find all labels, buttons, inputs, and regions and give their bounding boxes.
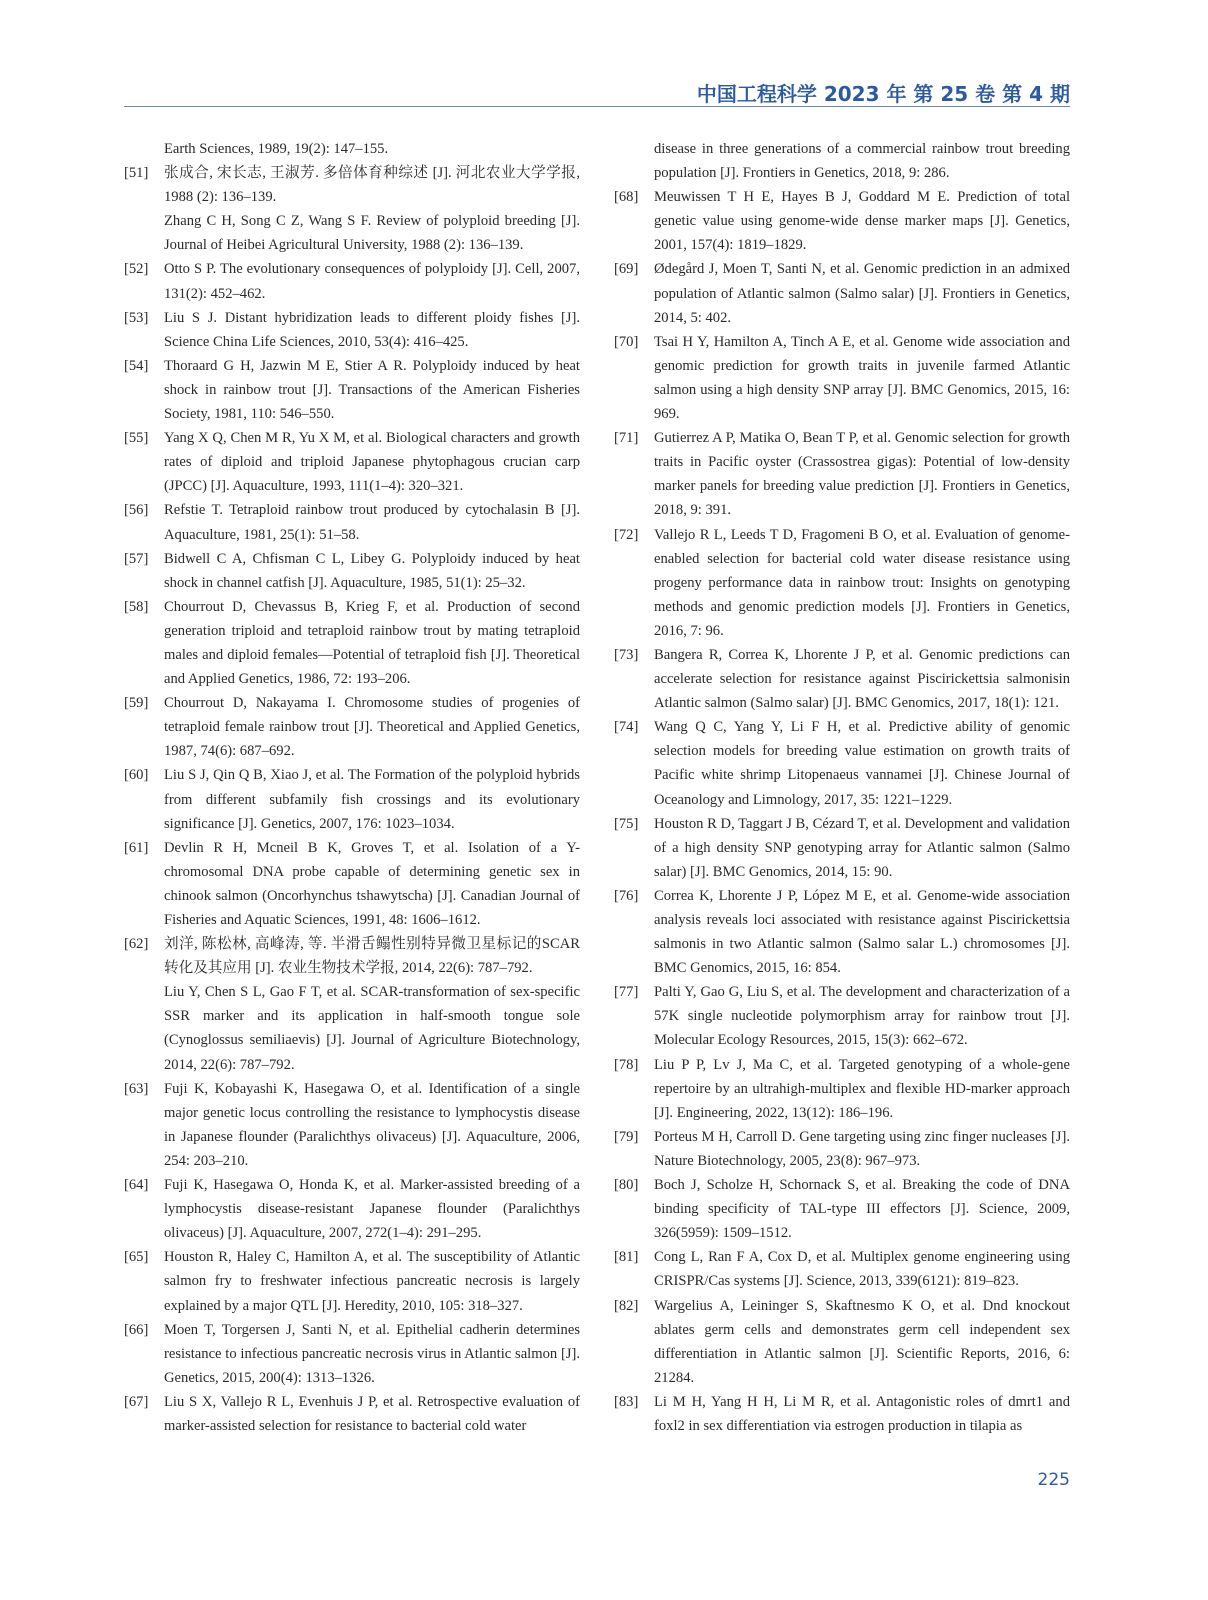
reference-text: Chourrout D, Chevassus B, Krieg F, et al. Production of second generation triploid and tetraploid rainbow trout by mating tetraploid males and diploid females—Potential of tetraploid fish [J]. Theoretical and Applied Genetics, 1986, 72: 193–206. [164, 598, 580, 688]
reference-translation: Liu Y, Chen S L, Gao F T, et al. SCAR-transformation of sex-specific SSR marker and its application in half-smooth tongue sole (Cynoglossus semiliaevis) [J]. Journal of Agriculture Biotechnology, 2014, 22(6): 787–792. [164, 984, 580, 1073]
reference-number: [57] [124, 550, 149, 567]
reference-number: [80] [614, 1177, 639, 1194]
reference-text: Fuji K, Kobayashi K, Hasegawa O, et al. Identification of a single major genetic locus controlling the resistance to lymphocystis disease in Japanese flounder (Paralichthys olivaceus) [J]. Aquaculture, 2006, 254: 203–210. [164, 1080, 580, 1169]
reference-number: [75] [614, 815, 639, 832]
reference-item [124, 691, 580, 763]
reference-text: Refstie T. Tetraploid rainbow trout produced by cytochalasin B [J]. Aquaculture, 1981, 25(1): 51–58. [164, 502, 580, 543]
reference-number: [72] [614, 526, 639, 543]
reference-item [614, 1173, 1070, 1245]
reference-text: Boch J, Scholze H, Schornack S, et al. Breaking the code of DNA binding specificity of TAL-type III effectors [J]. Science, 2009, 326(5959): 1509–1512. [654, 1177, 1070, 1242]
reference-number: [70] [614, 333, 639, 350]
reference-item [614, 884, 1070, 980]
reference-item [614, 812, 1070, 884]
reference-text: Ødegård J, Moen T, Santi N, et al. Genomic prediction in an admixed population of Atlantic salmon (Salmo salar) [J]. Frontiers in Genetics, 2014, 5: 402. [654, 261, 1070, 326]
reference-text: Liu S X, Vallejo R L, Evenhuis J P, et al. Retrospective evaluation of marker-assisted selection for resistance to bacterial cold water [164, 1393, 580, 1434]
reference-item [124, 932, 580, 1077]
reference-number: [67] [124, 1393, 149, 1410]
reference-text: Tsai H Y, Hamilton A, Tinch A E, et al. Genome wide association and genomic prediction for growth traits in juvenile farmed Atlantic salmon using a high density SNP array [J]. BMC Genomics, 2015, 16: 969. [654, 333, 1070, 423]
reference-text: Correa K, Lhorente J P, López M E, et al. Genome-wide association analysis reveals loci associated with resistance against Piscirickettsia salmonis in two Atlantic salmon (Salmo salar L.) chromosomes [J]. BMC Genomics, 2015, 16: 854. [654, 887, 1070, 977]
reference-item [614, 1294, 1070, 1390]
reference-item [124, 595, 580, 691]
reference-item [124, 836, 580, 932]
reference-item [124, 1245, 580, 1317]
reference-number: [78] [614, 1056, 639, 1073]
reference-text: Fuji K, Hasegawa O, Honda K, et al. Marker-assisted breeding of a lymphocystis disease-resistant Japanese flounder (Paralichthys olivaceus) [J]. Aquaculture, 2007, 272(1–4): 291–295. [164, 1177, 580, 1242]
reference-translation: Zhang C H, Song C Z, Wang S F. Review of polyploid breeding [J]. Journal of Heibei Agricultural University, 1988 (2): 136–139. [164, 213, 580, 254]
reference-number: [82] [614, 1297, 639, 1314]
reference-item [614, 523, 1070, 643]
reference-number: [60] [124, 767, 149, 784]
reference-number: [76] [614, 887, 639, 904]
reference-text: Otto S P. The evolutionary consequences of polyploidy [J]. Cell, 2007, 131(2): 452–462. [164, 261, 580, 302]
reference-number: [52] [124, 261, 149, 278]
reference-number: [68] [614, 189, 639, 206]
reference-text: Wargelius A, Leininger S, Skaftnesmo K O, et al. Dnd knockout ablates germ cells and demonstrates germ cell independent sex differentiation in Atlantic salmon [J]. Scientific Reports, 2016, 6: 21284. [654, 1297, 1070, 1386]
reference-number: [63] [124, 1080, 149, 1097]
reference-text: Moen T, Torgersen J, Santi N, et al. Epithelial cadherin determines resistance to infectious pancreatic necrosis virus in Atlantic salmon [J]. Genetics, 2015, 200(4): 1313–1326. [164, 1321, 580, 1386]
reference-text: Devlin R H, Mcneil B K, Groves T, et al. Isolation of a Y-chromosomal DNA probe capable of determining genetic sex in chinook salmon (Oncorhynchus tshawytscha) [J]. Canadian Journal of Fisheries and Aquatic Sciences, 1991, 48: 1606–1612. [164, 839, 580, 928]
reference-item [614, 1125, 1070, 1173]
reference-text: 张成合, 宋长志, 王淑芳. 多倍体育种综述 [J]. 河北农业大学学报, 1988 (2): 136–139. [164, 165, 580, 206]
reference-text: Liu S J, Qin Q B, Xiao J, et al. The Formation of the polyploid hybrids from different subfamily fish crossings and its evolutionary significance [J]. Genetics, 2007, 176: 1023–1034. [164, 767, 580, 832]
reference-item [614, 257, 1070, 329]
left-column [124, 137, 580, 1438]
reference-item [124, 354, 580, 426]
reference-number: [59] [124, 695, 149, 712]
continuation-text: Earth Sciences, 1989, 19(2): 147–155. [164, 141, 389, 157]
right-column [614, 137, 1070, 1438]
reference-number: [79] [614, 1128, 639, 1145]
reference-item [124, 498, 580, 546]
reference-item [614, 426, 1070, 522]
journal-header: 中国工程科学 2023 年 第 25 卷 第 4 期 [696, 82, 1070, 106]
reference-item [614, 185, 1070, 257]
reference-number: [69] [614, 261, 639, 278]
reference-text: Houston R, Haley C, Hamilton A, et al. The susceptibility of Atlantic salmon fry to freshwater infectious pancreatic necrosis is largely explained by a major QTL [J]. Heredity, 2010, 105: 318–327. [164, 1249, 580, 1314]
reference-text: Liu P P, Lv J, Ma C, et al. Targeted genotyping of a whole-gene repertoire by an ultrahigh-multiplex and flexible HD-marker approach [J]. Engineering, 2022, 13(12): 186–196. [654, 1056, 1070, 1121]
reference-number: [58] [124, 598, 149, 615]
reference-text: Vallejo R L, Leeds T D, Fragomeni B O, et al. Evaluation of genome-enabled selection for bacterial cold water disease resistance using progeny performance data in rainbow trout: Insights on genotyping methods and genomic prediction models [J]. Frontiers in Genetics, 2016, 7: 96. [654, 526, 1070, 639]
reference-text: Cong L, Ran F A, Cox D, et al. Multiplex genome engineering using CRISPR/Cas systems [J]. Science, 2013, 339(6121): 819–823. [654, 1249, 1070, 1290]
page-number: 225 [1037, 1470, 1070, 1490]
reference-number: [83] [614, 1393, 639, 1410]
reference-item [124, 257, 580, 305]
reference-number: [77] [614, 984, 639, 1001]
reference-text: Meuwissen T H E, Hayes B J, Goddard M E. Prediction of total genetic value using genome-wide dense marker maps [J]. Genetics, 2001, 157(4): 1819–1829. [654, 189, 1070, 254]
reference-text: Bangera R, Correa K, Lhorente J P, et al. Genomic predictions can accelerate selection for resistance against Piscirickettsia salmonisin Atlantic salmon (Salmo salar) [J]. BMC Genomics, 2017, 18(1): 121. [654, 646, 1070, 712]
reference-text: Li M H, Yang H H, Li M R, et al. Antagonistic roles of dmrt1 and foxl2 in sex differentiation via estrogen production in tilapia as [654, 1393, 1070, 1434]
reference-item [614, 715, 1070, 811]
reference-number: [51] [124, 165, 149, 182]
reference-text: Gutierrez A P, Matika O, Bean T P, et al. Genomic selection for growth traits in Pacific oyster (Crassostrea gigas): Potential of low-density marker panels for breeding value prediction [J]. Frontiers in Genetics, 2018, 9: 391. [654, 430, 1070, 519]
reference-item [614, 330, 1070, 426]
reference-item [124, 1390, 580, 1438]
reference-text: Liu S J. Distant hybridization leads to different ploidy fishes [J]. Science China Life Sciences, 2010, 53(4): 416–425. [164, 309, 580, 350]
reference-text: 刘洋, 陈松林, 高峰涛, 等. 半滑舌鳎性别特异微卫星标记的SCAR转化及其应用 [J]. 农业生物技术学报, 2014, 22(6): 787–792. [164, 936, 580, 977]
reference-number: [56] [124, 502, 149, 519]
reference-text: Wang Q C, Yang Y, Li F H, et al. Predictive ability of genomic selection models for breeding value estimation on growth traits of Pacific white shrimp Litopenaeus vannamei [J]. Chinese Journal of Oceanology and Limnology, 2017, 35: 1221–1229. [654, 719, 1070, 808]
reference-number: [66] [124, 1321, 149, 1338]
reference-number: [54] [124, 357, 149, 374]
reference-item [124, 547, 580, 595]
header-rule [124, 106, 1070, 107]
reference-text: Palti Y, Gao G, Liu S, et al. The development and characterization of a 57K single nucleotide polymorphism array for rainbow trout [J]. Molecular Ecology Resources, 2015, 15(3): 662–672. [654, 984, 1070, 1049]
reference-text: Yang X Q, Chen M R, Yu X M, et al. Biological characters and growth rates of diploid and triploid Japanese phytophagous crucian carp (JPCC) [J]. Aquaculture, 1993, 111(1–4): 320–321. [164, 430, 580, 495]
reference-item [124, 1173, 580, 1245]
reference-item [614, 643, 1070, 715]
reference-number: [62] [124, 936, 149, 953]
reference-item [124, 1318, 580, 1390]
reference-item [614, 1053, 1070, 1125]
reference-text: Houston R D, Taggart J B, Cézard T, et al. Development and validation of a high density SNP genotyping array for Atlantic salmon (Salmo salar) [J]. BMC Genomics, 2014, 15: 90. [654, 815, 1070, 880]
reference-item [124, 763, 580, 835]
reference-number: [53] [124, 309, 149, 326]
reference-item [614, 1245, 1070, 1293]
reference-number: [64] [124, 1177, 149, 1194]
reference-text: Thoraard G H, Jazwin M E, Stier A R. Polyploidy induced by heat shock in rainbow trout [J]. Transactions of the American Fisheries Society, 1981, 110: 546–550. [164, 357, 580, 423]
reference-text: Chourrout D, Nakayama I. Chromosome studies of progenies of tetraploid female rainbow trout [J]. Theoretical and Applied Genetics, 1987, 74(6): 687–692. [164, 695, 580, 760]
reference-item [614, 980, 1070, 1052]
reference-number: [71] [614, 430, 639, 447]
reference-item [124, 1077, 580, 1173]
reference-number: [81] [614, 1249, 639, 1266]
reference-text: Bidwell C A, Chfisman C L, Libey G. Polyploidy induced by heat shock in channel catfish [J]. Aquaculture, 1985, 51(1): 25–32. [164, 550, 580, 591]
reference-item [614, 1390, 1070, 1438]
reference-number: [55] [124, 430, 149, 447]
reference-number: [61] [124, 839, 149, 856]
reference-text: Porteus M H, Carroll D. Gene targeting using zinc finger nucleases [J]. Nature Biotechnology, 2005, 23(8): 967–973. [654, 1128, 1070, 1169]
continuation-text: disease in three generations of a commercial rainbow trout breeding population [J]. Frontiers in Genetics, 2018, 9: 286. [654, 141, 1070, 182]
reference-number: [73] [614, 646, 639, 663]
reference-number: [65] [124, 1249, 149, 1266]
reference-item [124, 426, 580, 498]
reference-item [124, 306, 580, 354]
reference-item [124, 161, 580, 257]
reference-number: [74] [614, 719, 639, 736]
